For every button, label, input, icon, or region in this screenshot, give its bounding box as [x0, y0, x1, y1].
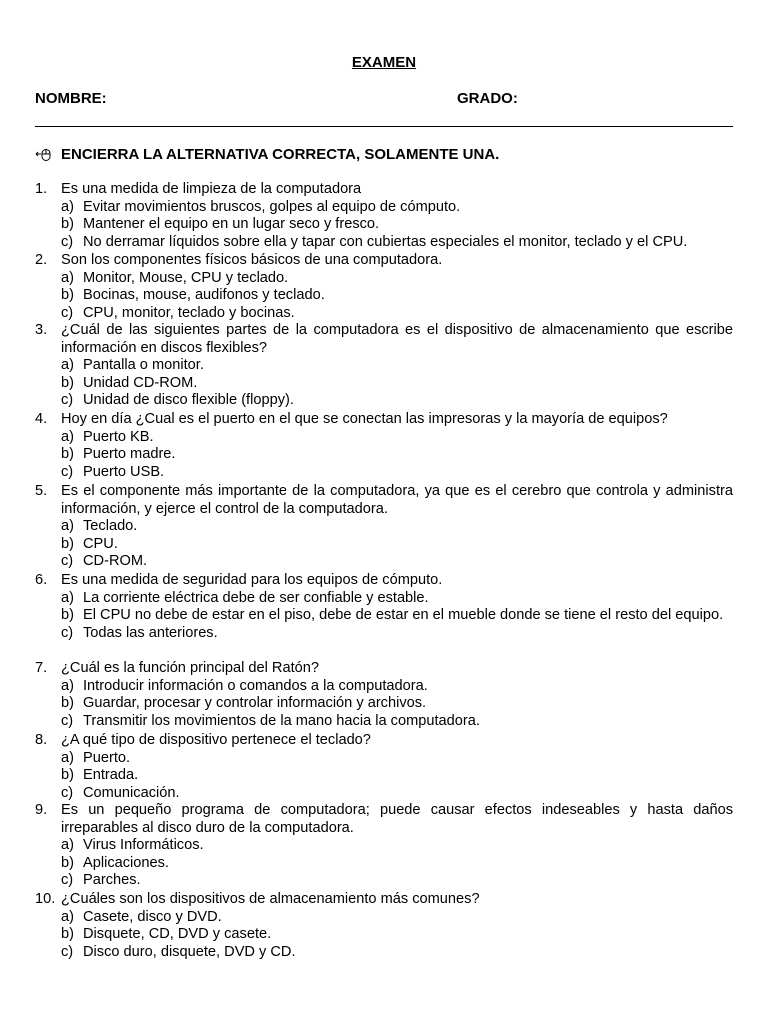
option-letter: a): [61, 357, 74, 374]
option-letter: b): [61, 607, 74, 624]
option-letter: b): [61, 287, 74, 304]
option-a[interactable]: [61, 750, 733, 768]
option-c[interactable]: [61, 305, 733, 323]
option-letter: b): [61, 446, 74, 463]
option-a[interactable]: [61, 199, 733, 217]
option-text: Pantalla o monitor.: [83, 357, 204, 374]
option-text: CPU, monitor, teclado y bocinas.: [83, 304, 295, 321]
question-5: [35, 483, 733, 571]
question-number: 5.: [35, 483, 48, 499]
option-text: Guardar, procesar y controlar información y archivos.: [83, 695, 427, 712]
option-letter: a): [61, 749, 74, 766]
option-b[interactable]: [61, 695, 733, 713]
option-text: CPU.: [83, 535, 118, 552]
option-text: Unidad de disco flexible (floppy).: [83, 392, 294, 409]
question-number: 10.: [35, 891, 56, 907]
option-letter: b): [61, 374, 74, 391]
option-text: Monitor, Mouse, CPU y teclado.: [83, 269, 289, 286]
exam-title: [0, 54, 768, 71]
option-a[interactable]: [61, 837, 733, 855]
option-b[interactable]: [61, 375, 733, 393]
option-c[interactable]: [61, 872, 733, 890]
option-b[interactable]: [61, 287, 733, 305]
option-text: Puerto KB.: [83, 428, 154, 445]
option-a[interactable]: [61, 909, 733, 927]
question-number: 1.: [35, 181, 48, 197]
option-a[interactable]: [61, 429, 733, 447]
option-b[interactable]: [61, 767, 733, 785]
option-letter: b): [61, 926, 74, 943]
option-letter: c): [61, 553, 74, 570]
question-text: ¿Cuáles son los dispositivos de almacenamiento más comunes?: [61, 891, 480, 907]
option-c[interactable]: [61, 785, 733, 803]
option-a[interactable]: [61, 518, 733, 536]
option-letter: c): [61, 463, 74, 480]
option-text: El CPU no debe de estar en el piso, debe de estar en el mueble donde se tiene el resto del equipo.: [83, 607, 724, 624]
question-text: Es una medida de seguridad para los equipos de cómputo.: [61, 572, 443, 588]
option-b[interactable]: [61, 216, 733, 234]
option-text: Introducir información o comandos a la computadora.: [83, 677, 428, 694]
option-c[interactable]: [61, 625, 733, 643]
question-number: 2.: [35, 252, 48, 268]
option-letter: b): [61, 216, 74, 233]
option-b[interactable]: [61, 536, 733, 554]
exam-title-text: EXAMEN: [351, 54, 417, 71]
option-a[interactable]: [61, 590, 733, 608]
option-letter: a): [61, 198, 74, 215]
option-text: Todas las anteriores.: [83, 624, 218, 641]
option-letter: a): [61, 589, 74, 606]
option-text: Disquete, CD, DVD y casete.: [83, 926, 272, 943]
option-letter: a): [61, 837, 74, 854]
question-number: 7.: [35, 660, 48, 676]
option-text: Teclado.: [83, 518, 138, 535]
question-4: [35, 411, 733, 481]
question-10: [35, 891, 733, 961]
option-text: Disco duro, disquete, DVD y CD.: [83, 943, 296, 960]
instruction-text: ENCIERRA LA ALTERNATIVA CORRECTA, SOLAMENTE UNA.: [61, 146, 500, 163]
option-letter: a): [61, 908, 74, 925]
option-c[interactable]: [61, 392, 733, 410]
option-text: Transmitir los movimientos de la mano hacia la computadora.: [83, 712, 480, 729]
question-text: ¿A qué tipo de dispositivo pertenece el teclado?: [61, 732, 371, 748]
question-7: [35, 660, 733, 730]
option-letter: a): [61, 269, 74, 286]
option-letter: c): [61, 392, 74, 409]
option-b[interactable]: [61, 446, 733, 464]
option-letter: c): [61, 784, 74, 801]
question-number: 3.: [35, 322, 48, 338]
option-a[interactable]: [61, 357, 733, 375]
option-text: Virus Informáticos.: [83, 837, 204, 854]
name-label: NOMBRE:: [35, 90, 107, 107]
option-text: Puerto madre.: [83, 446, 176, 463]
option-text: Puerto USB.: [83, 463, 165, 480]
option-c[interactable]: [61, 464, 733, 482]
option-c[interactable]: [61, 553, 733, 571]
question-number: 6.: [35, 572, 48, 588]
option-text: Parches.: [83, 872, 141, 889]
option-b[interactable]: [61, 855, 733, 873]
option-b[interactable]: [61, 926, 733, 944]
option-text: CD-ROM.: [83, 553, 148, 570]
option-c[interactable]: [61, 234, 733, 252]
option-letter: c): [61, 624, 74, 641]
option-letter: c): [61, 872, 74, 889]
option-text: Unidad CD-ROM.: [83, 374, 198, 391]
option-text: Casete, disco y DVD.: [83, 908, 222, 925]
question-6: [35, 572, 733, 642]
question-3: [35, 322, 733, 410]
option-text: Puerto.: [83, 749, 131, 766]
question-number: 8.: [35, 732, 48, 748]
question-text: ¿Cuál de las siguientes partes de la computadora es el dispositivo de almacenamiento que escribe información en discos flexibles?: [61, 322, 733, 356]
option-letter: b): [61, 695, 74, 712]
header-divider: [35, 126, 733, 127]
option-c[interactable]: [61, 944, 733, 962]
question-text: ¿Cuál es la función principal del Ratón?: [61, 660, 319, 676]
option-letter: b): [61, 767, 74, 784]
option-letter: a): [61, 518, 74, 535]
question-number: 4.: [35, 411, 48, 427]
question-text: Es un pequeño programa de computadora; puede causar efectos indeseables y hasta daños irreparables al disco duro de la computadora.: [61, 802, 733, 836]
option-letter: b): [61, 535, 74, 552]
option-text: La corriente eléctrica debe de ser confiable y estable.: [83, 589, 429, 606]
question-1: [35, 181, 733, 251]
option-text: Evitar movimientos bruscos, golpes al equipo de cómputo.: [83, 198, 461, 215]
option-c[interactable]: [61, 713, 733, 731]
question-text: Es el componente más importante de la computadora, ya que es el cerebro que controla y administra información, y ejerce el control de la computadora.: [61, 483, 733, 517]
option-letter: c): [61, 304, 74, 321]
option-letter: c): [61, 712, 74, 729]
question-number: 9.: [35, 802, 48, 818]
option-b[interactable]: [61, 607, 733, 625]
option-letter: a): [61, 677, 74, 694]
question-2: [35, 252, 733, 322]
option-letter: a): [61, 428, 74, 445]
mouse-pointer-icon: [35, 148, 53, 162]
option-letter: c): [61, 233, 74, 250]
option-text: Comunicación.: [83, 784, 180, 801]
option-text: Entrada.: [83, 767, 139, 784]
option-a[interactable]: [61, 270, 733, 288]
question-9: [35, 802, 733, 890]
option-letter: b): [61, 854, 74, 871]
question-8: [35, 732, 733, 802]
option-letter: c): [61, 943, 74, 960]
question-text: Es una medida de limpieza de la computadora: [61, 181, 362, 197]
option-a[interactable]: [61, 678, 733, 696]
grade-label: GRADO:: [457, 90, 518, 107]
option-text: Mantener el equipo en un lugar seco y fresco.: [83, 216, 380, 233]
option-text: No derramar líquidos sobre ella y tapar con cubiertas especiales el monitor, teclado y el CPU.: [83, 233, 688, 250]
question-text: Son los componentes físicos básicos de una computadora.: [61, 252, 443, 268]
instruction: [35, 146, 499, 163]
option-text: Aplicaciones.: [83, 854, 169, 871]
question-text: Hoy en día ¿Cual es el puerto en el que se conectan las impresoras y la mayoría de equipos?: [61, 411, 668, 427]
option-text: Bocinas, mouse, audifonos y teclado.: [83, 287, 325, 304]
